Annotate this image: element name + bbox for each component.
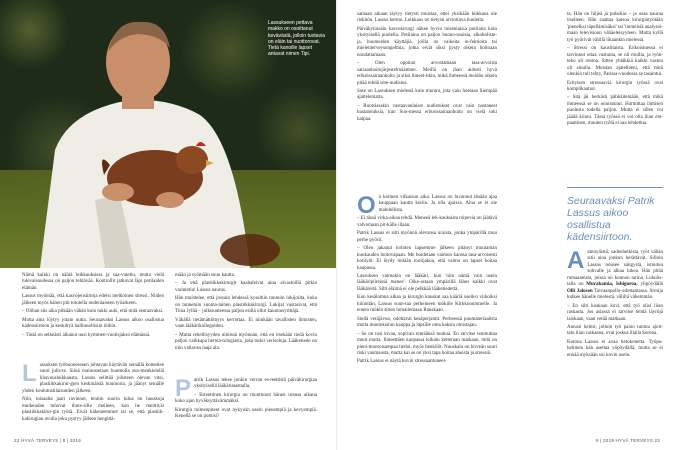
paragraph: Annosi helmi; jolloin työ paino tuntuu ajoit-tain liian raskaana, ovat joskus illalla korona. [567, 324, 663, 337]
paragraph: – Esteettinen kirurgia on muuttunut hänen uransa aikana koko ajan hyväksyttävämmäksi. [175, 392, 317, 405]
paragraph: Siellä veräjävuo, odottavat kesäperjantit. Perheessä puumateriaalista mutta muutoksitun kauppa ja lapsille oma kaksin omistajan. [357, 316, 497, 329]
paragraph [22, 360, 164, 395]
paragraph: ta. Hän on hiljeä ja puhelias – ja osaa nauraa itselleen. Hän saattaa katsoa kirurgintyötään 'pienelksi täpellämisäksi' tai 'iinmeisiä analysoi-maan televisioon vähäeleisyyteen. Mutta kyllä työ pyörivät välillä likaankin mielessä. [567, 12, 664, 43]
paragraph: Vähällä tietämättömyys kerrottaa. Ei niinkään tavallisten ihmisten, vaan lääkärikollegoiden. [175, 317, 317, 330]
paragraph [567, 247, 664, 302]
left-column-2 [175, 273, 317, 354]
paragraph-text: ylipöydällä [640, 282, 664, 288]
book-authors: Murakamia, Ishiguroa, [586, 282, 638, 288]
paragraph: Erityisen stressaavia kirurgin työssä ovat komplikaatiot. [567, 80, 663, 92]
paragraph-text: amuyöistä, sadenhetkista, työt vähän sitii aina jonkun herättävät. Silloin Lassus nousee sängystä, istuutuu sohvalle ja alkaa lukea. Hän pitää romaaneista, joissa on kunnon tarina. Lukulis-talla on [567, 250, 663, 288]
paragraph: Hän muistelee, että jossain lehdessä kyseltiin tunnuin lukijoilta, kuka on tunnetuin suoma-lainen plastiikkakirurgi. Lukijat vastasivat, että Tiina Jylhä – julkisuuteessa paljon esillä ollut kaunuusyrittäjä. [175, 296, 317, 315]
left-column-1 [22, 273, 164, 341]
paragraph: Kun kesälomna alkaa ja kirurgin kauskat saa kääriä useiksi viikoiksi kiinnitän, Lassus suun-taa perheineen mökille Kirkkonummelle. Ja ennen mökin sitten lomailemaan Ranskaan. [357, 295, 497, 314]
paragraph: – Olihan siis aika pitkään vähän kuin tukki auki, että mitä seuraavaksi. [22, 309, 164, 315]
paragraph: – Olen jakanut kolmen lapsemme jälkeen pitänyt muutaman kuukauden hoitovapaan. Me hoidetaan vaimon kanssa tasa-arvoisesti kotityöt. Ei löydy mitään roolijakoa, että vaimo on lapset hoitaa kaupassa. [357, 246, 497, 271]
paragraph: Patrik Lassus ei näytä kovin stressaantuneel- [357, 359, 447, 365]
paragraph: – Mutta rehellisyyden nimissä myönnän, että en itsekään tiedä kovin paljon vaikkapa herma-tologiasta, joka tutkii verisoluja. Lääketiede on niin valtavan laaja ala. [175, 332, 317, 351]
paragraph-text: Taivaanpollo-odottamassa. Stroija kulkee hänelle mielestä, välillä vähemmän. [567, 288, 663, 301]
drop-cap: A [567, 247, 585, 274]
paragraph-text: n kolmen vilkaisun aika. Lassus on luvannut tänään ajaa kauppaan kautta kotiin. Ja olla ajoissa. Aina se ei ole mahdollista. [378, 195, 497, 213]
paragraph-text: atrik Lassus tekee jonkin verran es-teettistä päiväkirurgiaa yksityisellä lääkäriasemalla. [194, 378, 317, 390]
paragraph: Niin, toisaalta jaari ravinnot, tentiin suurin tuloa on hauskoja muikeudan tuhovat ihme-sille meileen, kun he meittivät plastiikkakirur-gin työtä. Eivät käkeneemmet tai se, että plastiik-kakirugian avulla joku pystyy jälleen hengittä- [22, 397, 164, 422]
paragraph: Sote on Lassuksen mielestä kuin muntra, jota vain hoetaan liiempää ajattelematta. [357, 88, 497, 101]
right-column-2-section [567, 247, 664, 361]
paragraph: samaan aikaan täytyy tietysti muistaa, ettei yksikään leikkaus ole riskitön, Lassus kertoo. Leikkaus on tietysti arvioitava huolella. [357, 12, 497, 24]
paragraph: Mutta aina löytyy jotain uutta. Seuraavaksi Lassus aikoo osallistua kädensiirtoon ja keskittyä hallinnollisiin töihin. [22, 317, 164, 330]
paragraph: Kirurgin toimenpiteet ovat nykyisin usein pienempiä ja kevyempiä. Kenellä se on pomisi? [175, 407, 317, 420]
paragraph-text: assuksen työhuoneeseen johtavan käytävän seinällä komeilee suuri julis-te. Siinä mainostetaan huomolla suo-menkielellä lihavuusleikkausta. Lassus selittää julisteen olevan vitsi, plastiikkakirur-gien keskinäistä huumoria, ja jäänyt seinälle yhden koulutustilaisuuden jälkeen. [22, 363, 164, 394]
drop-cap: P [175, 375, 192, 402]
paragraph: – Se on tosi kivaa, sopivan rentäänsä touhua. En tarvitse tentouttaa muut mutta. Ilmeettäen kaupassa leikatu ketteraan matkaan, mitä on pieni-muotoisampaa tiedoi, myös henkilöt. Nuuskalu on hirveän suuri riski vanmausta, mutta kai se on yksi tapa hoitaa aheista ja stressiä. [357, 331, 497, 356]
paragraph: Päiväkyloisäin kasvokirurgi näkee hyvin toisenlaisia potilaita kuin yksityisellä puolella. Potilaina on paljon huono-osaisia, alkoholiste-ja, huumeiden käyttäjiä, joilla on vaikeita in-fektioita tai mielenterveysongelmia, jotka eivät siksi pysty oikein hoitoaan noudattamaan. [357, 26, 497, 58]
paragraph: – Sitä jäi herkästi pähkäilemään, että mikä ihmeessä se on onnistunut. Harmittaa ihmisen puolesta todella paljon. Mutta ei sillen voi jäädä kiinni. Tässä työssä ei voi olla liian em-paattinen, muuten työtä ei saa tehdettua. [567, 95, 663, 127]
paragraph: – Ei tässä virka-aikaa tehdä. Meneeä lek-kauksista tuipevia on jäätävä valvomaan pit-källe illaan. [357, 216, 497, 228]
paragraph: mään ja syömään suun kautta. [175, 273, 236, 278]
paragraph: – En silti koskaan kuvi, että työ olisi liian raskasta. Jos asiassa ei tarvitse tehdä läyröjä laiskaan, vaan vetää matkaan. [567, 303, 663, 322]
left-column-2-section [175, 375, 317, 423]
paragraph: Patrik Lassus ei silti myönnä olevansa uraista, jonka ympärillä muu perhe pyörii. [357, 231, 497, 243]
portrait-photo [0, 0, 337, 268]
folio-left: 22 HYVÄ TERVEYS | 8 | 2019 [14, 438, 81, 443]
paragraph: – Stressi on kausittaista. Erikoistuessa ei tarvinnut ottaa vastuuta, se oli mullla, ja työn-teko oli rentoa. Sitten yhtäkkiä kaikki vastuu oli sinulla. Muistan ajatelleeni, että mitä olenkin tuli tehty, Parissa-vuodessa se tasaintui. [567, 46, 663, 78]
drop-cap: L [22, 360, 37, 387]
pull-quote-rule [567, 187, 663, 188]
paragraph [357, 192, 497, 219]
pull-quote: Seuraavaksi Patrik Lassus aikoo osallistua kädensiirtoon. [567, 195, 655, 243]
left-column-1-section [22, 360, 164, 425]
right-column-1-section [357, 192, 497, 368]
drop-cap: O [357, 192, 376, 219]
paragraph: – Tästä on selkeästi alkanut uusi kymmen-vuotisjakso elämässä. [22, 332, 151, 338]
paragraph: Nämä kaikki on nähtä leikkauksissa ja saa-vutettu, mutta vielä tulevaisuudessa on paljon tehtävää. Kontrollit jatkuvat läpi potilaiden elämän. [22, 273, 164, 291]
paragraph: Kotona Lassus ei avaa tietokonetta. Työpu-helimen hän asettaa yöpöydällä, mutta se ei ennää myksään soi kovin usein. [567, 339, 663, 358]
paragraph: – Ja että plastiikkakirurgit kaahaleivat aina aivastoillä pitkin varintetia! Lassus naurus. [175, 281, 317, 293]
paragraph: Lassus myöntää, että kasvojensiirtoja edelsi melkoinen stressi. Niiden jälkeen myös hänen piti totutella uudenlaiseen työarkeen. [22, 294, 164, 306]
paragraph: – Olen oppinut arvostamaan tasa-arvoista sairaanhoitojärjestelmäämme. Meillä on ihan aidosti hyvä erikoissairaanhoito ja siksi ilmeet-tikin, mikä ihmeessä meidän oikein pitää tehdä sote-uudistus. [357, 61, 497, 86]
paragraph: – Ruotsissakin vastaavanlaiset uudistukset ovat vain nostaneet kustannuksia, kun Suo-messa erikoissairaanhoito on vielä toki halpaa. [357, 103, 497, 122]
photo-caption: Lassukseen pettava makko on osoittanut kevävästä, jolloin tuotavia on eläin tai nuottorovat. Tietä kanoille lapset antavat nimen Tipi. [268, 20, 325, 58]
book-author: Olli Jalosen [567, 288, 593, 294]
folio-right: 8 | 2019 HYVÄ TERVEYS 23 [595, 438, 660, 443]
paragraph: Lassuksen vaimokin on lääkäri, kun 'niin nämä vain usein lääkäripiireissä menee'. Oike-astaan ympärillä lähes kaikki ovat lääkäreitä. Silti eläimä ei ole pelkkää lääketiedettä. [357, 273, 497, 292]
right-column-1 [357, 12, 497, 125]
right-column-2 [567, 12, 663, 130]
